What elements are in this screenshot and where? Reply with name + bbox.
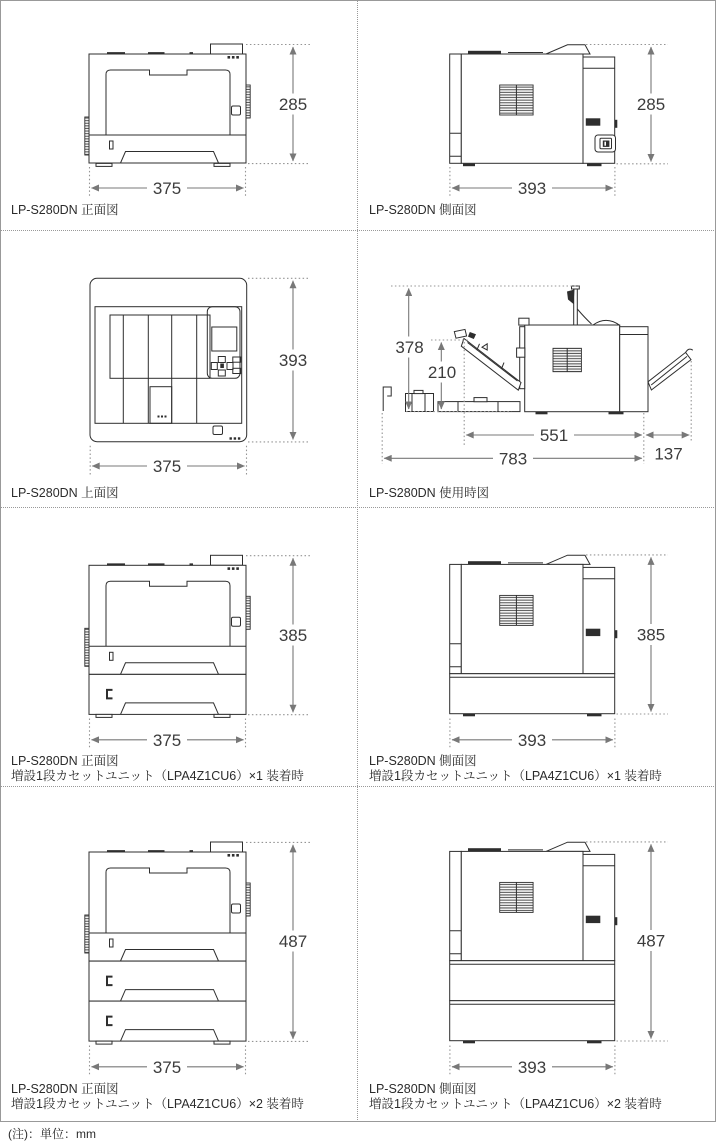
paper-stopper-flag	[567, 290, 575, 305]
dim-width-value: 375	[152, 1058, 182, 1077]
dim-height	[246, 556, 312, 715]
dim-width-value: 375	[152, 179, 182, 198]
panel-caption: LP-S280DN 上面図	[11, 486, 119, 500]
front-view-2cu-drawing	[0, 786, 358, 1122]
panel-top-view	[0, 230, 358, 507]
dim-width-value: 393	[517, 731, 547, 750]
dim-height	[246, 842, 312, 1041]
dim-depth-value: 393	[278, 351, 308, 370]
dim-tray-height-value: 210	[427, 363, 457, 382]
dim-total-depth	[382, 413, 642, 469]
dim-width	[90, 1046, 246, 1078]
panel-caption: LP-S280DN 側面図 増設1段カセットユニット（LPA4Z1CU6）×2 装着時	[369, 1082, 662, 1111]
dim-depth	[248, 278, 312, 442]
dim-width	[90, 167, 246, 198]
side-view-2cu-drawing	[358, 786, 716, 1122]
panel-side-view	[358, 0, 716, 230]
panel-caption: LP-S280DN 正面図 増設1段カセットユニット（LPA4Z1CU6）×1 装着時	[11, 754, 304, 783]
dim-height-value: 285	[278, 95, 308, 114]
panel-caption: LP-S280DN 正面図	[11, 203, 119, 217]
in-use-view-drawing	[358, 230, 716, 507]
panel-front-view-2-cassettes	[0, 786, 358, 1122]
extended-paper-support	[438, 402, 520, 412]
printer-in-use	[383, 286, 693, 414]
panel-in-use-view	[358, 230, 716, 507]
dim-total-depth-value: 783	[498, 449, 528, 469]
dim-width-value: 393	[517, 1058, 547, 1077]
panel-side-view-1-cassette	[358, 507, 716, 786]
unit-note: (注)：単位：mm	[8, 1127, 96, 1141]
dim-height-value: 487	[636, 931, 666, 951]
panel-caption: LP-S280DN 正面図 増設1段カセットユニット（LPA4Z1CU6）×2 装着時	[11, 1082, 304, 1111]
panel-caption: LP-S280DN 側面図 増設1段カセットユニット（LPA4Z1CU6）×1 装着時	[369, 754, 662, 783]
dim-width-value: 375	[152, 457, 182, 476]
dim-height-value: 385	[636, 625, 666, 645]
mp-tray-open	[461, 339, 521, 391]
top-view-drawing	[0, 230, 358, 507]
dim-depth-open-value: 551	[539, 426, 569, 445]
front-view-drawing	[0, 0, 358, 230]
panel-front-view-1-cassette	[0, 507, 358, 786]
tray-end-stopper	[383, 387, 391, 411]
panel-caption: LP-S280DN 側面図	[369, 203, 477, 217]
dim-width-value: 375	[152, 731, 182, 750]
dim-width	[90, 446, 246, 476]
front-view-1cu-drawing	[0, 507, 358, 786]
dim-width-value: 393	[517, 179, 547, 198]
dim-total-height-value: 378	[395, 338, 424, 357]
dim-width	[450, 719, 615, 751]
panel-front-view	[0, 0, 358, 230]
dim-width	[90, 719, 246, 751]
panel-side-view-2-cassettes	[358, 786, 716, 1122]
dim-width	[450, 167, 615, 198]
dim-height-value: 487	[278, 932, 308, 951]
dim-height-value: 385	[278, 626, 308, 645]
panel-caption: LP-S280DN 使用時図	[369, 486, 490, 500]
dim-rear-extension-value: 137	[654, 444, 683, 464]
dim-width	[450, 1046, 615, 1078]
side-view-drawing	[358, 0, 716, 230]
dim-height	[246, 45, 312, 164]
dim-height-value: 285	[636, 95, 666, 114]
side-view-1cu-drawing	[358, 507, 716, 786]
